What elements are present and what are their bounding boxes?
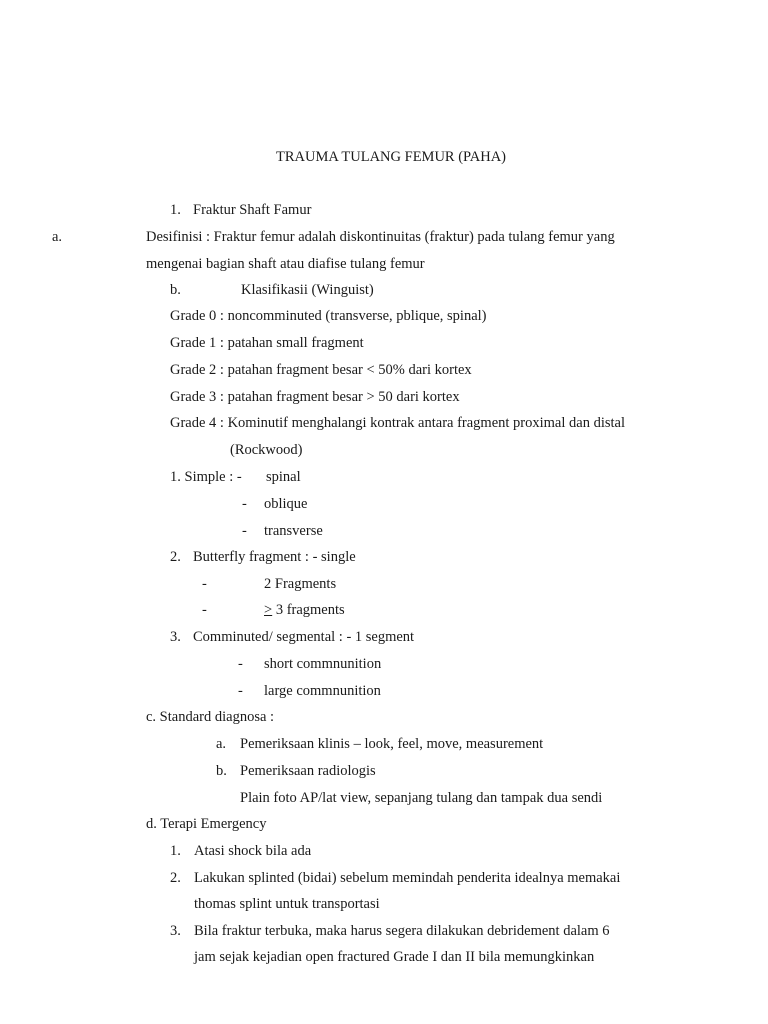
simple-item-spinal: spinal	[266, 469, 301, 485]
emergency-item-2-line-1: Lakukan splinted (bidai) sebelum memindah penderita idealnya memakai	[194, 870, 621, 886]
section-heading: Fraktur Shaft Famur	[193, 202, 312, 218]
greater-equal-symbol: >	[264, 602, 273, 618]
dash: -	[202, 576, 207, 592]
simple-label: 1. Simple : -	[170, 469, 242, 485]
simple-item-oblique: oblique	[264, 496, 308, 512]
dash: -	[242, 523, 247, 539]
comminuted-number: 3.	[170, 629, 181, 645]
grade-4-continuation: (Rockwood)	[230, 442, 303, 458]
grade-4: Grade 4 : Kominutif menghalangi kontrak antara fragment proximal dan distal	[170, 415, 626, 431]
dash: -	[238, 683, 243, 699]
simple-item-transverse: transverse	[264, 523, 323, 539]
diagnosis-note: Plain foto AP/lat view, sepanjang tulang dan tampak dua sendi	[240, 790, 603, 806]
butterfly-item-2-text: 3 fragments	[272, 602, 345, 618]
grade-3: Grade 3 : patahan fragment besar > 50 dari kortex	[170, 389, 460, 405]
item-a-marker: a.	[52, 229, 63, 245]
diagnosis-marker-b: b.	[216, 763, 227, 779]
emergency-item-2-line-2: thomas splint untuk transportasi	[194, 896, 380, 912]
emergency-item-3-line-2: jam sejak kejadian open fractured Grade I dan II bila memungkinkan	[194, 949, 595, 965]
item-b-marker: b.	[170, 282, 181, 298]
emergency-heading: d. Terapi Emergency	[146, 816, 267, 832]
definition-line-1: Desifinisi : Fraktur femur adalah diskontinuitas (fraktur) pada tulang femur yang	[146, 229, 615, 245]
diagnosis-heading: c. Standard diagnosa :	[146, 709, 275, 725]
grade-2: Grade 2 : patahan fragment besar < 50% dari kortex	[170, 362, 472, 378]
emergency-item-3-line-1: Bila fraktur terbuka, maka harus segera dilakukan debridement dalam 6	[194, 923, 610, 939]
section-number: 1.	[170, 202, 181, 218]
diagnosis-item-a: Pemeriksaan klinis – look, feel, move, measurement	[240, 736, 544, 752]
comminuted-item-short: short commnunition	[264, 656, 382, 672]
emergency-number-3: 3.	[170, 923, 181, 939]
diagnosis-marker-a: a.	[216, 736, 227, 752]
emergency-number-1: 1.	[170, 843, 181, 859]
emergency-number-2: 2.	[170, 870, 181, 886]
dash: -	[202, 602, 207, 618]
grade-1: Grade 1 : patahan small fragment	[170, 335, 364, 351]
dash: -	[242, 496, 247, 512]
classification-heading: Klasifikasii (Winguist)	[241, 282, 374, 298]
butterfly-number: 2.	[170, 549, 181, 565]
dash: -	[238, 656, 243, 672]
butterfly-item-2	[264, 601, 345, 619]
comminuted-label: Comminuted/ segmental : - 1 segment	[193, 629, 415, 645]
grade-0: Grade 0 : noncomminuted (transverse, pblique, spinal)	[170, 308, 487, 324]
butterfly-label: Butterfly fragment : - single	[193, 549, 356, 565]
butterfly-item-1: 2 Fragments	[264, 576, 337, 592]
diagnosis-item-b: Pemeriksaan radiologis	[240, 763, 376, 779]
definition-line-2: mengenai bagian shaft atau diafise tulang femur	[146, 256, 425, 272]
document-title: TRAUMA TULANG FEMUR (PAHA)	[276, 149, 507, 165]
comminuted-item-large: large commnunition	[264, 683, 381, 699]
emergency-item-1: Atasi shock bila ada	[194, 843, 312, 859]
